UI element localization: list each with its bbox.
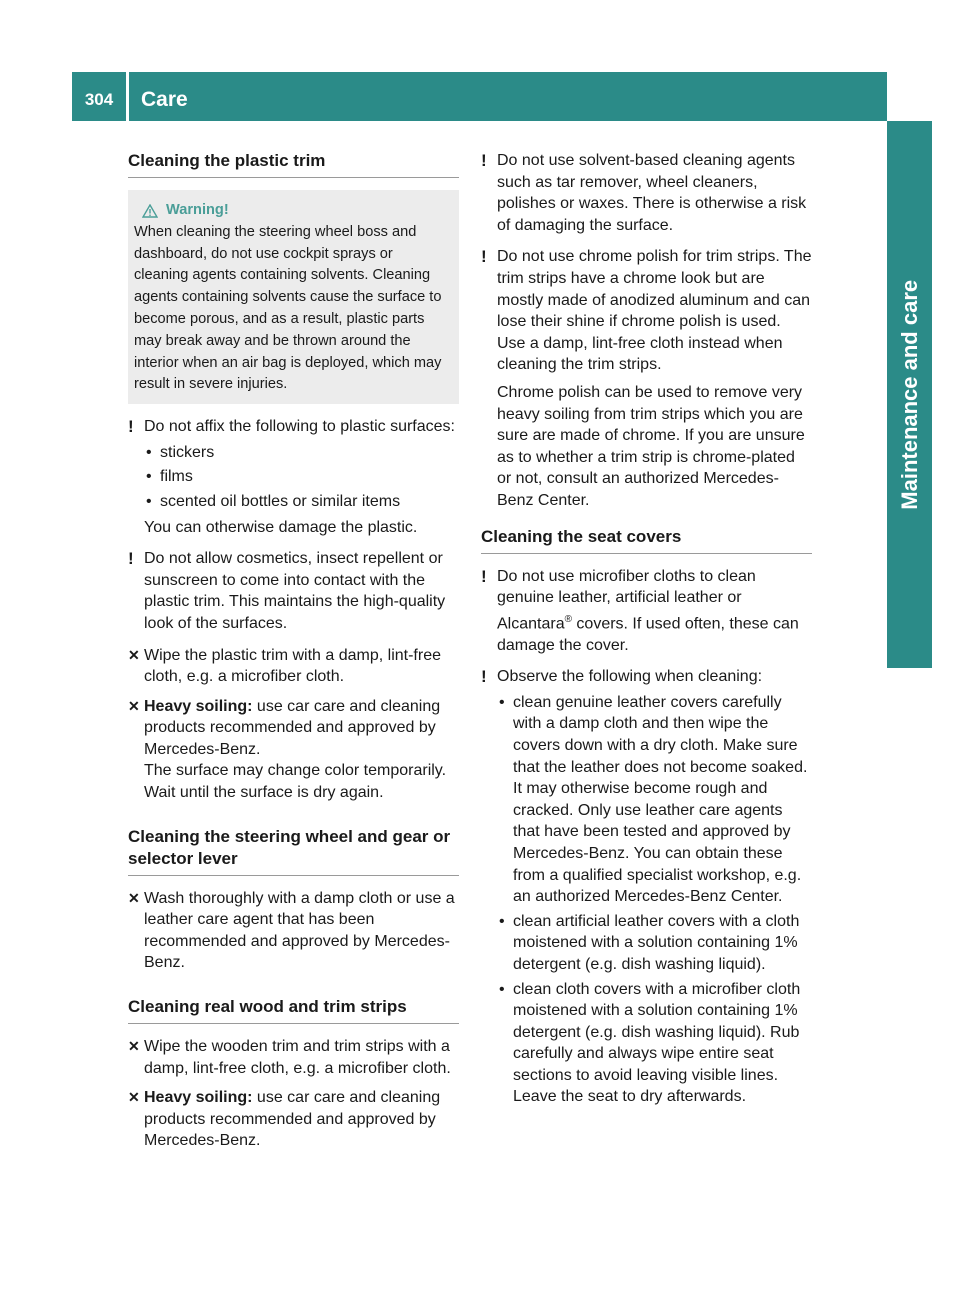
step-item: ✕ Wipe the wooden trim and trim strips with a damp, lint-free cloth, e.g. a microfiber cloth.	[128, 1038, 451, 1077]
step-result: The surface may change color temporarily. Wait until the surface is dry again.	[144, 762, 447, 802]
step-item: ✕ Heavy soiling: use car care and cleaning products recommended and approved by Mercedes-Benz. The surface may change color temporarily. Wait until the surface is dry again.	[128, 696, 459, 804]
note-text: Do not allow cosmetics, insect repellent or sunscreen to come into contact with the plastic trim. This maintains the high-quality look of the surfaces.	[144, 550, 446, 632]
page-number: 304	[84, 89, 114, 109]
side-tab	[887, 121, 932, 668]
bullet-icon: •	[146, 443, 152, 461]
list-item: • clean genuine leather covers carefully with a damp cloth and then wipe the covers down with a dry cloth. Make sure that the leather does not become soaked. It may otherwise become rough and cracked. Only use leather care agents that have been tested and approved by Mercedes-Benz. You can obtain these from a qualified specialist workshop, e.g. an authorized Mercedes-Benz Center.	[499, 693, 808, 906]
step-bold: Heavy soiling:	[144, 1089, 253, 1107]
attention-icon: !	[481, 667, 487, 687]
list-item: • stickers	[144, 442, 459, 464]
left-column	[128, 150, 459, 1160]
bullet-icon: •	[499, 693, 505, 711]
step-item: ✕ Heavy soiling: use car care and cleaning products recommended and approved by Mercedes-Benz.	[128, 1089, 441, 1150]
attention-icon: !	[481, 151, 487, 170]
step-marker-icon: ✕	[128, 697, 140, 714]
attention-icon: !	[128, 417, 134, 437]
warning-box	[128, 190, 459, 404]
step-bold: Heavy soiling:	[144, 697, 253, 715]
bullet-icon: •	[499, 912, 505, 930]
note-cosmetics	[128, 548, 459, 634]
step-item: ✕ Wipe the plastic trim with a damp, lint-free cloth, e.g. a microfiber cloth.	[128, 646, 441, 686]
bullet-icon: •	[146, 468, 152, 486]
header-divider	[126, 72, 129, 121]
bullet-list	[144, 442, 459, 513]
list-item: • clean cloth covers with a microfiber cloth moistened with a solution containing 1% detergent (e.g. dish washing liquid). Rub carefully and always wipe entire seat sections to avoid leaving visible lines. Leave the seat to dry afterwards.	[499, 980, 801, 1106]
warning-text: When cleaning the steering wheel boss and dashboard, do not use cockpit sprays or cleaning agents containing solvents. Cleaning agents containing solvents cause the surface to become porous, and as a result, plastic parts may break away and be thrown around the interior when an air bag is deployed, which may result in severe injuries.	[134, 223, 442, 393]
bullet-icon: •	[499, 980, 505, 998]
section-title-seat: Cleaning the seat covers	[481, 526, 812, 554]
attention-icon: !	[481, 566, 487, 586]
warning-heading	[134, 200, 451, 222]
step-marker-icon: ✕	[128, 889, 140, 906]
attention-icon: !	[128, 549, 134, 569]
step-marker-icon: ✕	[128, 646, 140, 663]
section-title-wood: Cleaning real wood and trim strips	[128, 996, 459, 1024]
bullet-list	[497, 692, 812, 1108]
note-chrome: ! Do not use chrome polish for trim strips. The trim strips have a chrome look but are mostly made of anodized aluminum and can lose their shine if chrome polish is used. Use a damp, lint-free cloth instead when cleaning the trim strips. Chrome polish can be used to remove very heavy soiling from trim strips which you are sure are made of chrome. If you are unsure as to whether a trim strip is chrome-plated or not, consult an authorized Mercedes-Benz Center.	[481, 247, 812, 509]
section-title-steering: Cleaning the steering wheel and gear or selector lever	[128, 826, 459, 876]
page-header	[72, 72, 887, 121]
note-observe: ! Observe the following when cleaning: • clean genuine leather covers carefully with a damp cloth and then wipe the covers down with a dry cloth. Make sure that the leather does not become soaked. It may otherwise become rough and cracked. Only use leather care agents that have been tested and approved by Mercedes-Benz. You can obtain these from a qualified specialist workshop, e.g. an authorized Mercedes-Benz Center. • clean artificial leather covers with a cloth moistened with a solution containing 1% detergent (e.g. dish washing liquid). • clean cloth covers with a microfiber cloth moistened with a solution containing 1% detergent (e.g. dish washing liquid). Rub carefully and always wipe entire seat sections to avoid leaving visible lines. Leave the seat to dry afterwards.	[481, 666, 812, 1108]
chapter-title: Care	[141, 87, 188, 111]
attention-icon: !	[481, 247, 487, 267]
note-microfiber: ! Do not use microfiber cloths to clean genuine leather, artificial leather or Alcantara® covers. If used often, these can damage the cover.	[481, 566, 799, 654]
step-marker-icon: ✕	[128, 1089, 140, 1106]
side-tab-label: Maintenance and care	[896, 279, 922, 510]
warning-triangle-icon	[142, 204, 158, 218]
list-item: • films	[144, 466, 459, 488]
note-affix	[128, 416, 459, 538]
list-item: • clean artificial leather covers with a cloth moistened with a solution containing 1% detergent (e.g. dish washing liquid).	[499, 912, 800, 973]
warning-title: Warning!	[166, 202, 229, 218]
step-marker-icon: ✕	[128, 1038, 140, 1055]
bullet-icon: •	[146, 492, 152, 510]
list-item: • scented oil bottles or similar items	[144, 491, 459, 513]
right-column	[481, 150, 812, 1118]
note-text: Do not affix the following to plastic surfaces:	[144, 418, 455, 436]
section-title-plastic: Cleaning the plastic trim	[128, 150, 459, 178]
step-item: ✕ Wash thoroughly with a damp cloth or use a leather care agent that has been recommended and approved by Mercedes-Benz.	[128, 889, 455, 972]
note-solvent: ! Do not use solvent-based cleaning agents such as tar remover, wheel cleaners, polishes or waxes. There is otherwise a risk of damaging the surface.	[481, 151, 807, 234]
note-text: You can otherwise damage the plastic.	[144, 518, 418, 536]
